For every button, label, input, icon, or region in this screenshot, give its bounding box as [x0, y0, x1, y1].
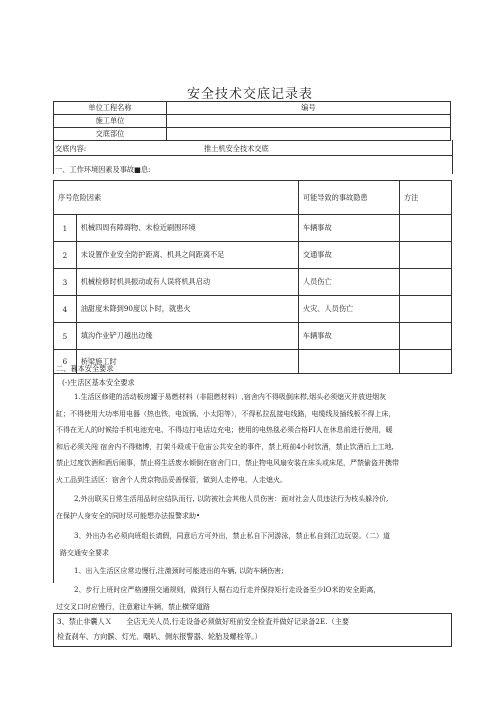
- hazard-factor: 填沟作业铲刀越出边缘: [76, 323, 298, 350]
- info-table: [53, 101, 451, 141]
- handover-location-label: 交底部位: [54, 128, 167, 141]
- para1-line: 1.生活区修建的活动板房罐于易燃材料（非阻燃材料）,宿舍内不得吸倒床栉,烟头必须熄灭并放进烟灰: [74, 393, 387, 401]
- para1-line: 禁止过度饮酒和酒后闹事，禁止将生活废水倾倒在宿舍门口，禁止物电风扇安装在床头或床尾，严禁偷盗并携带: [56, 459, 399, 467]
- para5-line: 2、步行上班时应严格遵照交通规则，做到行人椐右边行走并保持矩行走设备至少lO米的安全距离，: [74, 586, 381, 594]
- handover-location-value: [167, 128, 451, 141]
- hazard-accident: 人员伤亡: [298, 269, 399, 296]
- project-name-label: 单位工程名称: [54, 102, 167, 115]
- divider: [53, 155, 452, 156]
- table-row: [54, 296, 452, 323]
- hazard-method: [399, 350, 451, 374]
- hazard-factor: 油甜度未降到90度以卜时，就患火: [76, 296, 298, 323]
- para2-line: 2,外出联买日常生活用品时应结队而行, 以防被社会其他人员伤害：面对社会人员违法行为枝头躲冷价,: [74, 495, 389, 503]
- para2: [56, 491, 388, 524]
- hazard-header-row: [54, 181, 452, 215]
- para3: [56, 528, 390, 561]
- hazard-no: 2: [54, 242, 77, 269]
- box-line: 3、禁止非囊人Ｘ 全店无关人员,行走设备必须做好班前安全检査并做好记录备2E.（主要: [57, 617, 350, 626]
- hazard-accident: 火灾、人员伤亡: [298, 296, 399, 323]
- table-row: [54, 269, 452, 296]
- para4: [56, 563, 284, 580]
- hazard-no: 6: [54, 350, 77, 374]
- hazard-method: [399, 269, 451, 296]
- hazard-header-method: 方注: [399, 181, 451, 215]
- table-row: [54, 215, 452, 242]
- para1-line: 和后必须关闯 宿舍内不得赌博，打架斗殴或干危宙公共安全的事件，禁上班前4小时饮酒，禁止饮酒后上工地,: [56, 442, 394, 451]
- hazard-accident: [298, 350, 399, 374]
- para5-line: 过交叉口时应慢行，注意避让车辆，禁止横穿道路: [56, 602, 210, 611]
- para5: [56, 582, 380, 615]
- para4-line: 1、出入生活区应常边慢行,注激颈时可能进出的车辆, 以防车辆伤害;: [74, 567, 284, 575]
- para3-line: 路交通安全要求: [60, 548, 109, 557]
- hazard-no: 4: [54, 296, 77, 323]
- hazard-factor: 机械四周有障碍物、未检近刷围环境: [76, 215, 298, 242]
- hazard-factor: 机械检修时机具振动或有人误将机具启动: [76, 269, 298, 296]
- bottom-box: [53, 613, 452, 647]
- content-label: 交底内容:: [55, 144, 87, 153]
- info-row: [54, 102, 451, 115]
- hazard-table: [53, 180, 452, 374]
- para2-line: 在保护人身安全的同时尽可能想办法报警求助•: [56, 511, 201, 520]
- table-row: [54, 323, 452, 350]
- document-title: 安全技术交底记录表: [186, 87, 313, 102]
- section1-heading: 一、工作环境因素及事故■息:: [55, 165, 151, 174]
- section2-heading: 二、暮本安全要求: [56, 364, 114, 373]
- box-line: 检査刹车、方向髌、灯光、嘲叭、侧东报警器、轮胎及螺栓等。）: [57, 632, 262, 641]
- construction-unit-label: 施工单位: [54, 115, 167, 128]
- construction-unit-value: [167, 115, 451, 128]
- hazard-factor: 桥梁施工时: [76, 350, 298, 374]
- para1-line: 缸；不得使用大功率用电器（热也铁、电饭锅、小太阳等），不得私拉乱接电线路，电缆线及插线板不得上床，: [56, 409, 396, 418]
- hazard-no: 1: [54, 215, 77, 242]
- hazard-method: [399, 215, 451, 242]
- hazard-factor: 未设置作业安全防护距离、机具之间距离不足: [76, 242, 298, 269]
- para3-line: 3、外出办名必须向班组长请假，同意后方可外出，禁止私自下河游泳，禁止私自到江边玩耍。（二）道: [74, 532, 390, 540]
- hazard-method: [399, 296, 451, 323]
- para1-line: 不得在无人的时候给手机电池充电、不得边打电话边充电；使用的电热毯必须合格FI人在休息前进行使用，暖: [56, 426, 393, 434]
- left-border: [53, 360, 54, 583]
- table-row: [54, 242, 452, 269]
- hazard-method: [399, 242, 451, 269]
- hazard-accident: 车辆事故: [298, 215, 399, 242]
- hazard-header-accident: 可能导致的事故隐患: [298, 181, 399, 215]
- info-row: [54, 115, 451, 128]
- sub1-heading: (-)生活区基本安全要求: [62, 378, 135, 387]
- hazard-accident: 车辆事故: [298, 323, 399, 350]
- hazard-header-seq: 序号危险因素: [54, 181, 299, 215]
- hazard-method: [399, 323, 451, 350]
- hazard-no: 3: [54, 269, 77, 296]
- para1-line: 火工品到生活区：宿舍个人贵京物品妥善保管，做到人走停电、人走熄火。: [56, 475, 287, 484]
- info-row: [54, 128, 451, 141]
- para1: [56, 389, 399, 488]
- content-value: 推土机安全技术交底: [204, 144, 269, 153]
- serial-number-label: 编号: [167, 102, 451, 115]
- hazard-accident: 交通事故: [298, 242, 399, 269]
- hazard-no: 5: [54, 323, 77, 350]
